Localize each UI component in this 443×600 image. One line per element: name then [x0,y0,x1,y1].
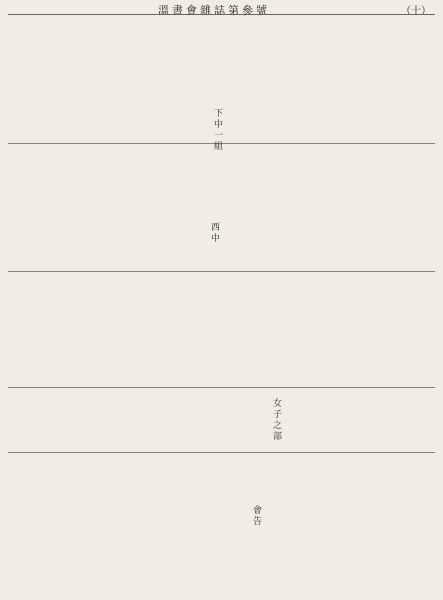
band-divider [8,387,435,388]
section-label: 女子之部 [271,398,281,442]
section-label: 西中 [209,222,219,244]
unread-region [12,456,431,576]
page-title: 溫書會雜誌第參號 [158,4,270,17]
page-number: （十） [401,6,431,17]
unread-region [12,20,431,140]
band-divider [8,271,435,272]
unread-region [12,148,431,268]
band-divider [8,452,435,453]
section-label: 會告 [251,505,261,527]
unread-region [12,276,431,384]
section-label: 下中一組 [212,108,222,152]
